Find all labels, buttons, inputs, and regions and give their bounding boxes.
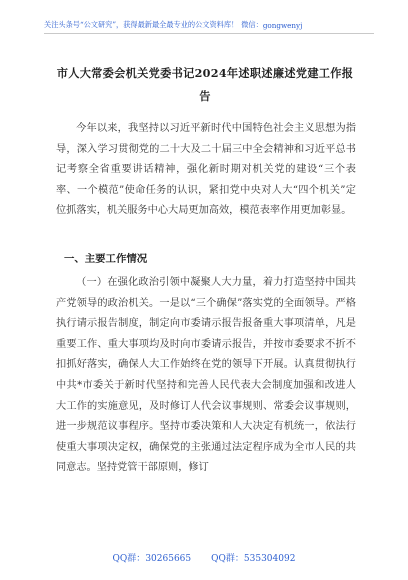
wechat-id: gongwenyj (262, 20, 303, 30)
promo-banner (44, 17, 374, 34)
section-heading: 一、主要工作情况 (64, 253, 148, 265)
intro-paragraph: 今年以来，我坚持以习近平新时代中国特色社会主义思想为指导，深入学习贯彻党的二十大及二十届三中全会精神和习近平总书记考察全省重要讲话精神，强化新时期对机关党的建设“三个表率、一个模范”使命任务的认识，紧扣党中央对人大“四个机关”定位抓落实，机关服务中心大局更加高效，模范表率作用更加彰显。 (56, 123, 356, 217)
section-paragraph: （一）在强化政治引领中凝聚人大力量，着力打造坚持中国共产党领导的政治机关。一是以“三个确保”落实党的全面领导。严格执行请示报告制度，制定向市委请示报告报备重大事项清单，凡是重要工作、重大事项均及时向市委请示报告，并按市委要求不折不扣抓好落实，确保人大工作始终在党的领导下开展。认真贯彻执行中共*市委关于新时代坚持和完善人民代表大会制度加强和改进人大工作的实施意见，及时修订人代会议事规则、常委会议事规则，进一步规范议事程序。坚持市委决策和人大决定有机统一，依法行使重大事项决定权，确保党的主张通过法定程序成为全市人民的共同意志。坚持党管干部原则，修订 (56, 277, 356, 474)
qq-group-2: QQ群：535304092 (211, 554, 296, 564)
promo-text: 关注头条号“公文研究”，获得最新最全最专业的公文资料库！ (44, 20, 239, 29)
wechat-label: 微信： (241, 20, 263, 29)
document-title: 市人大常委会机关党委书记2024年述职述廉述党建工作报告 (56, 66, 354, 103)
contact-footer (0, 551, 408, 564)
qq-group-1: QQ群：30265665 (112, 554, 192, 564)
